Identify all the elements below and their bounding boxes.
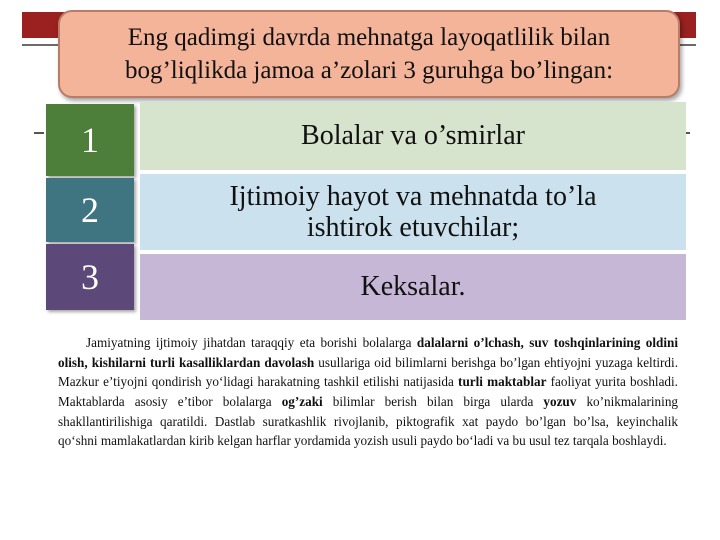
title-line-1: Eng qadimgi davrda mehnatga layoqatlilik bilan [127, 24, 611, 51]
group-number-3: 3 [46, 244, 134, 310]
title-line-2: bog’liqlikda jamoa a’zolari 3 guruhga bo’lingan: [124, 57, 614, 84]
slide-title [58, 10, 680, 98]
paragraph-text: ko’nikmalarining shakllantirilishiga qaratildi. Dastlab suratkashlik rivojlanib, piktografik xat paydo bo’lgan bo’lsa, keyinchalik qo‘shni mamlakatlardan kirib kelgan harflar yordamida yozish usuli paydo bo‘ladi va bu usul tez tarqala boshlaydi. [58, 393, 679, 449]
paragraph-bold-text: og’zaki [281, 393, 323, 409]
group-row-3 [140, 254, 686, 320]
paragraph-text: Jamiyatning ijtimoiy jihatdan taraqqiy eta borishi bolalarga [86, 335, 417, 351]
group-number-1: 1 [46, 104, 134, 176]
paragraph-bold-text: turli maktablar [458, 374, 547, 390]
paragraph-text: faoliyat yurita boshladi. Maktablarda asosiy e’tibor bolalarga [58, 374, 678, 409]
group-label-3: Keksalar. [360, 271, 466, 302]
group-label-2-line-2: ishtirok etuvchilar; [306, 212, 520, 243]
paragraph-bold-text: dalalarni o’lchash, suv toshqinlarining oldini olish, kishilarni turli kasalliklardan davolash [58, 335, 678, 370]
group-label-1: Bolalar va o’smirlar [301, 120, 525, 151]
body-paragraph [58, 333, 678, 451]
group-row-2 [140, 174, 686, 250]
group-label-2-line-1: Ijtimoiy hayot va mehnatda to’la [229, 181, 597, 212]
paragraph-bold-text: yozuv [543, 393, 577, 409]
paragraph-text: usullariga oid bilimlarni berishga bo’lgan ehtiyojni yuzaga keltirdi. Mazkur e’tiyojni qondirish yo‘lidagi harakatning tashkil etilishi natijasida [58, 354, 678, 390]
decorative-dash-left [34, 132, 44, 134]
paragraph-text: bilimlar berish bilan birga ularda [322, 393, 544, 409]
group-row-1 [140, 102, 686, 170]
group-number-2: 2 [46, 178, 134, 242]
